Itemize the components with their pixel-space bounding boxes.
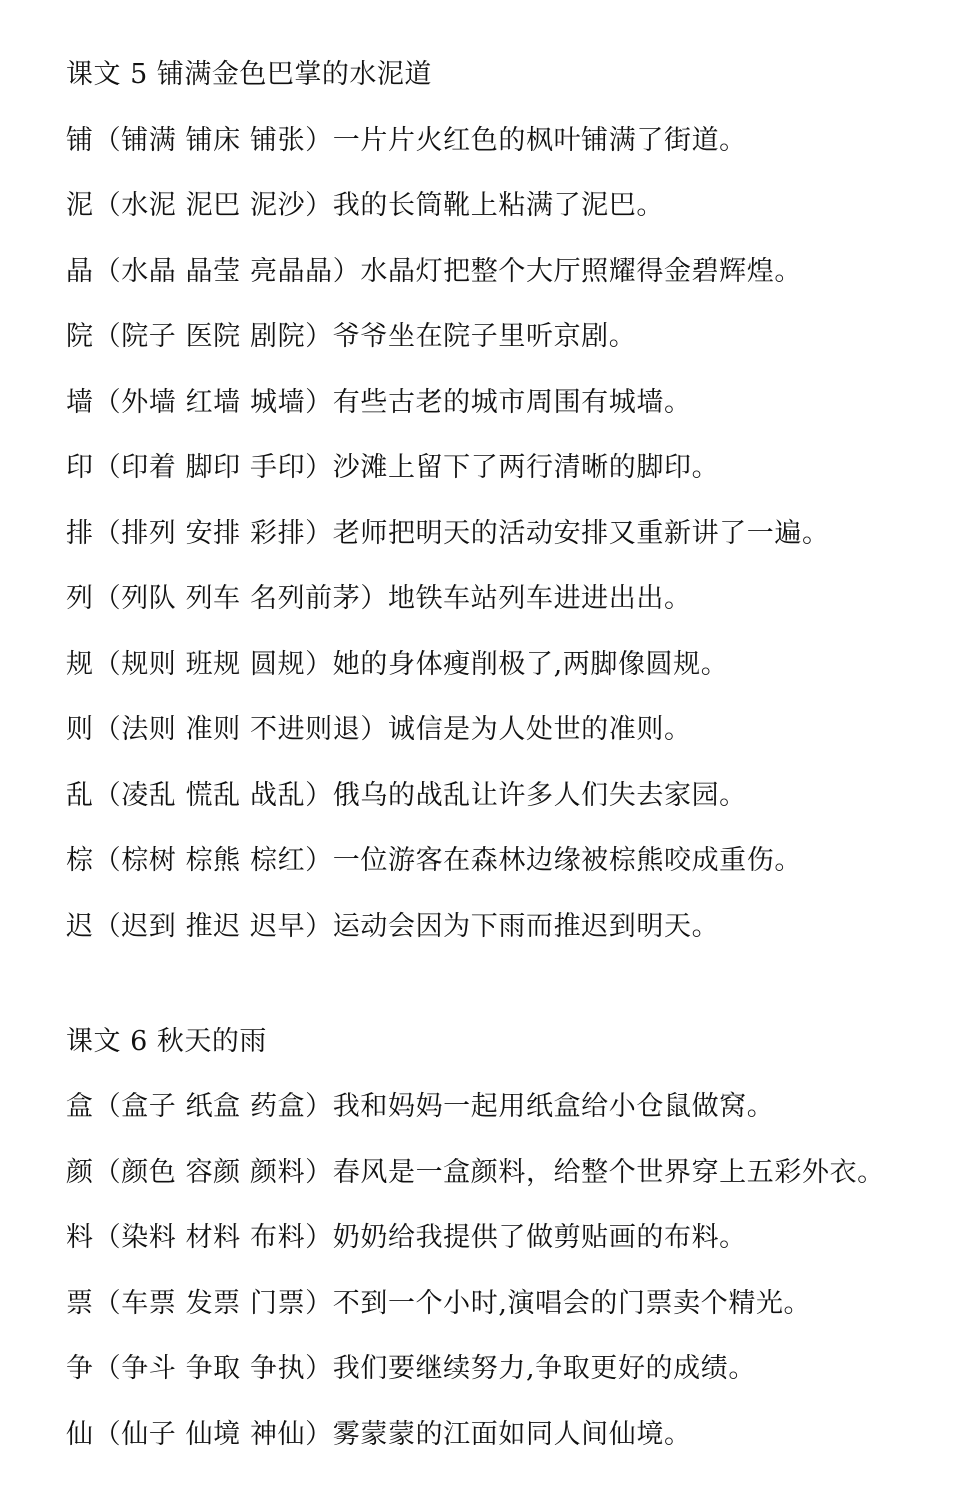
vocab-line: 则（法则 准则 不进则退）诚信是为人处世的准则。 (66, 714, 692, 745)
vocab-line: 排（排列 安排 彩排）老师把明天的活动安排又重新讲了一遍。 (66, 517, 830, 549)
vocab-line: 争（争斗 争取 争执）我们要继续努力,争取更好的成绩。 (66, 1353, 756, 1384)
lesson-5-section (66, 54, 956, 948)
vocab-line: 票（车票 发票 门票）不到一个小时,演唱会的门票卖个精光。 (66, 1287, 812, 1319)
vocab-line: 铺（铺满 铺床 铺张）一片片火红色的枫叶铺满了街道。 (66, 124, 747, 156)
vocab-line: 颜（颜色 容颜 颜料）春风是一盒颜料，给整个世界穿上五彩外衣。 (66, 1156, 885, 1188)
vocab-line: 乱（凌乱 慌乱 战乱）俄乌的战乱让许多人们失去家园。 (66, 779, 747, 811)
vocab-line: 院（院子 医院 剧院）爷爷坐在院子里听京剧。 (66, 321, 637, 352)
lesson-6-section (66, 1021, 956, 1456)
lesson-6-title: 课文 6 秋天的雨 (66, 1025, 267, 1057)
vocab-line: 盒（盒子 纸盒 药盒）我和妈妈一起用纸盒给小仓鼠做窝。 (66, 1091, 775, 1122)
vocab-line: 泥（水泥 泥巴 泥沙）我的长筒靴上粘满了泥巴。 (66, 190, 664, 221)
vocab-line: 印（印着 脚印 手印）沙滩上留下了两行清晰的脚印。 (66, 452, 720, 483)
vocab-line: 晶（水晶 晶莹 亮晶晶）水晶灯把整个大厅照耀得金碧辉煌。 (66, 255, 802, 287)
vocab-line: 料（染料 材料 布料）奶奶给我提供了做剪贴画的布料。 (66, 1222, 747, 1253)
vocab-line: 棕（棕树 棕熊 棕红）一位游客在森林边缘被棕熊咬成重伤。 (66, 845, 802, 876)
vocab-line: 列（列队 列车 名列前茅）地铁车站列车进进出出。 (66, 583, 692, 614)
vocab-line: 迟（迟到 推迟 迟早）运动会因为下雨而推迟到明天。 (66, 910, 720, 942)
vocab-line: 规（规则 班规 圆规）她的身体瘦削极了,两脚像圆规。 (66, 648, 729, 680)
worksheet-page (66, 54, 956, 1456)
vocab-line: 墙（外墙 红墙 城墙）有些古老的城市周围有城墙。 (66, 386, 692, 418)
vocab-line: 仙（仙子 仙境 神仙）雾蒙蒙的江面如同人间仙境。 (66, 1418, 692, 1450)
lesson-5-title: 课文 5 铺满金色巴掌的水泥道 (66, 59, 432, 90)
